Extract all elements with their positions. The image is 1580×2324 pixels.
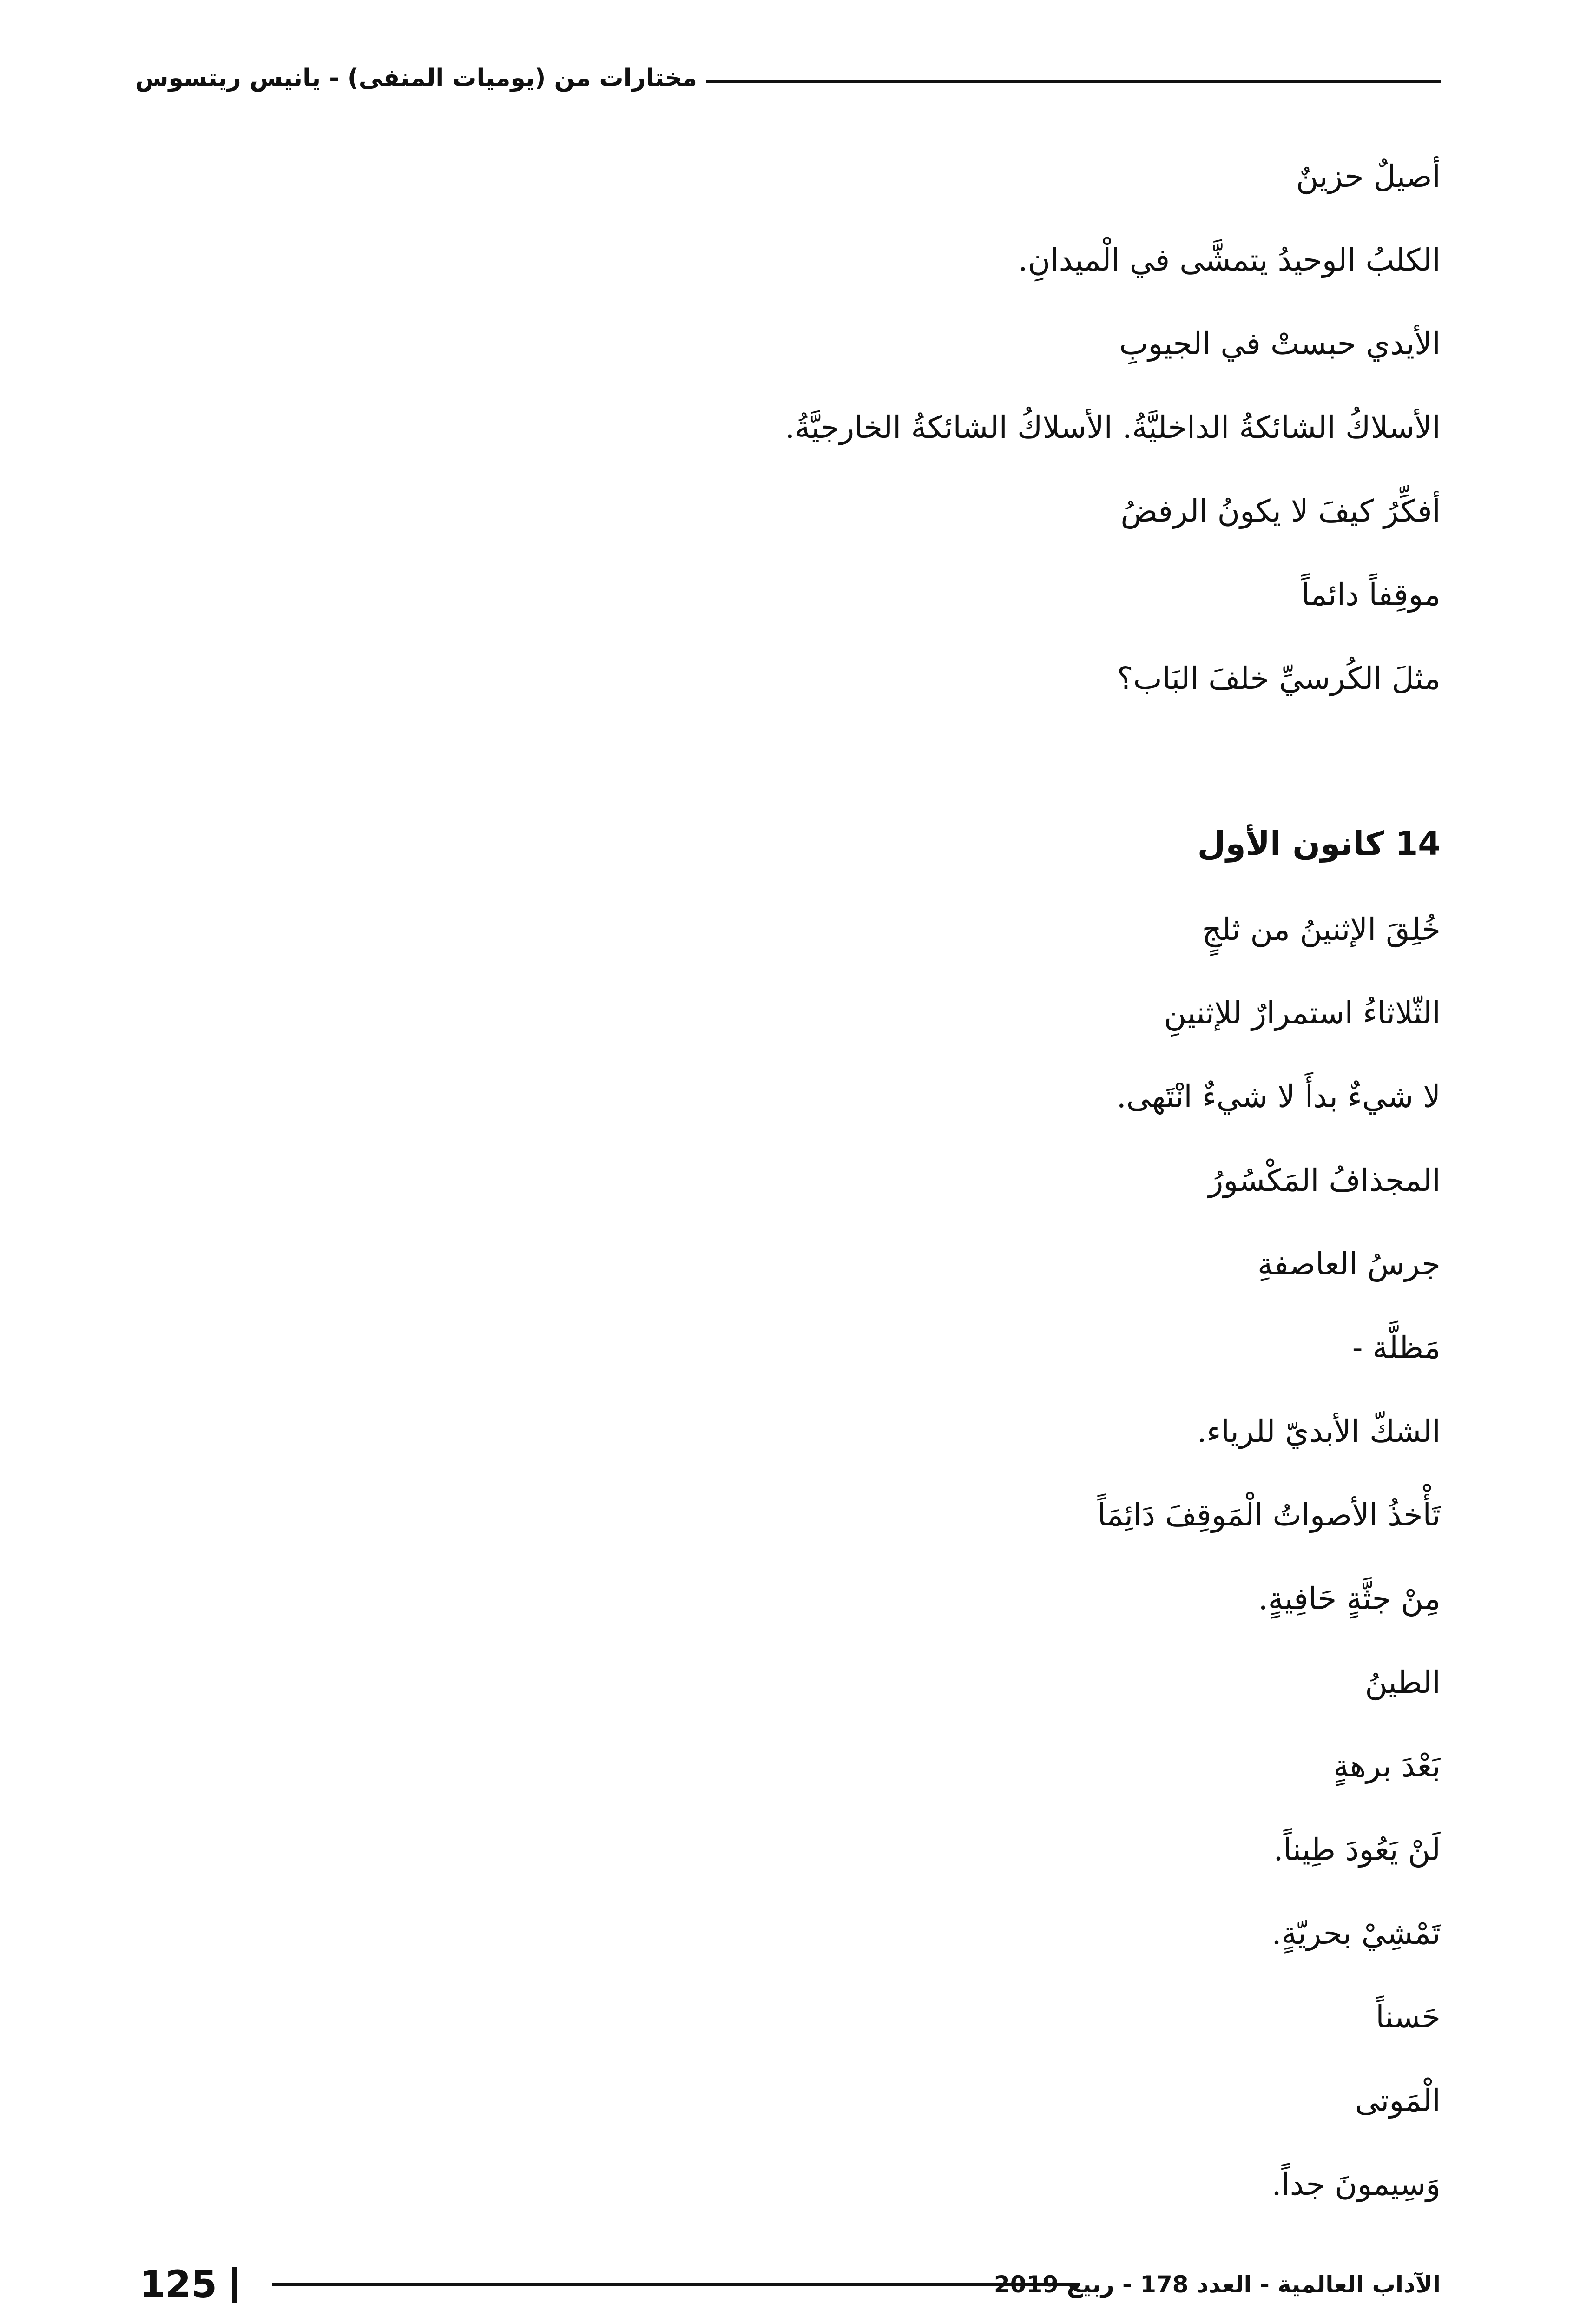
poem-line: مِنْ جثَّةٍ حَافِيةٍ. xyxy=(1258,1581,1441,1617)
poem-line: تَمْشِيْ بحريّةٍ. xyxy=(1271,1915,1441,1951)
poem-line: أفكِّرُ كيفَ لا يكونُ الرفضُ xyxy=(1120,493,1441,529)
poem-line: موقِفاً دائماً xyxy=(1301,577,1441,613)
poem-line: لا شيءٌ بدأَ لا شيءٌ انْتَهى. xyxy=(1116,1079,1441,1115)
page-footer xyxy=(139,2259,1441,2310)
poem-line: الأسلاكُ الشائكةُ الداخليَّةُ. الأسلاكُ الشائكةُ الخارجيَّةُ. xyxy=(785,409,1441,445)
header-rule xyxy=(706,80,1441,83)
page-number-divider xyxy=(232,2267,237,2303)
running-header xyxy=(135,56,1441,112)
poem-line: أصيلٌ حزينٌ xyxy=(1296,158,1441,194)
poem-line: بَعْدَ برهةٍ xyxy=(1333,1748,1441,1784)
poem-line: الثّلاثاءُ استمرارٌ للإثنينِ xyxy=(1164,995,1441,1031)
poem-line: مَظلَّة - xyxy=(1352,1330,1441,1366)
poem-line: جرسُ العاصفةِ xyxy=(1257,1246,1441,1282)
poem-line: الْمَوتى xyxy=(1355,2083,1441,2119)
section-heading: 14 كانون الأول xyxy=(1197,825,1441,863)
poem-line: مثلَ الكُرسيِّ خلفَ البَاب؟ xyxy=(1117,660,1441,696)
page-number: 125 xyxy=(139,2263,217,2306)
poem-line: المجذافُ المَكْسُورُ xyxy=(1208,1162,1441,1198)
poem-body xyxy=(139,135,1441,2226)
poem-line: الأيدي حبستْ في الجيوبِ xyxy=(1119,326,1441,362)
poem-line: الشكّ الأبديّ للرياء. xyxy=(1197,1413,1441,1449)
poem-line: خُلِقَ الإثنينُ من ثلجٍ xyxy=(1202,911,1441,947)
poem-line: الكلبُ الوحيدُ يتمشَّى في الْميدانِ. xyxy=(1018,242,1441,278)
poem-line: الطينُ xyxy=(1365,1664,1441,1700)
publication-info: الآداب العالمية - العدد 178 - ربيع 2019 xyxy=(994,2271,1441,2298)
poem-line: تَأْخذُ الأصواتُ الْمَوقِفَ دَائِمَاً xyxy=(1097,1497,1441,1533)
poem-line: لَنْ يَعُودَ طِيناً. xyxy=(1273,1832,1441,1868)
footer-rule xyxy=(272,2283,1080,2286)
poem-line: وَسِيمونَ جداً. xyxy=(1271,2166,1441,2202)
header-title: مختارات من (يوميات المنفى) - يانيس ريتسوس xyxy=(135,64,697,92)
poem-line: حَسناً xyxy=(1376,1999,1441,2035)
stanza-gap xyxy=(139,720,1441,799)
